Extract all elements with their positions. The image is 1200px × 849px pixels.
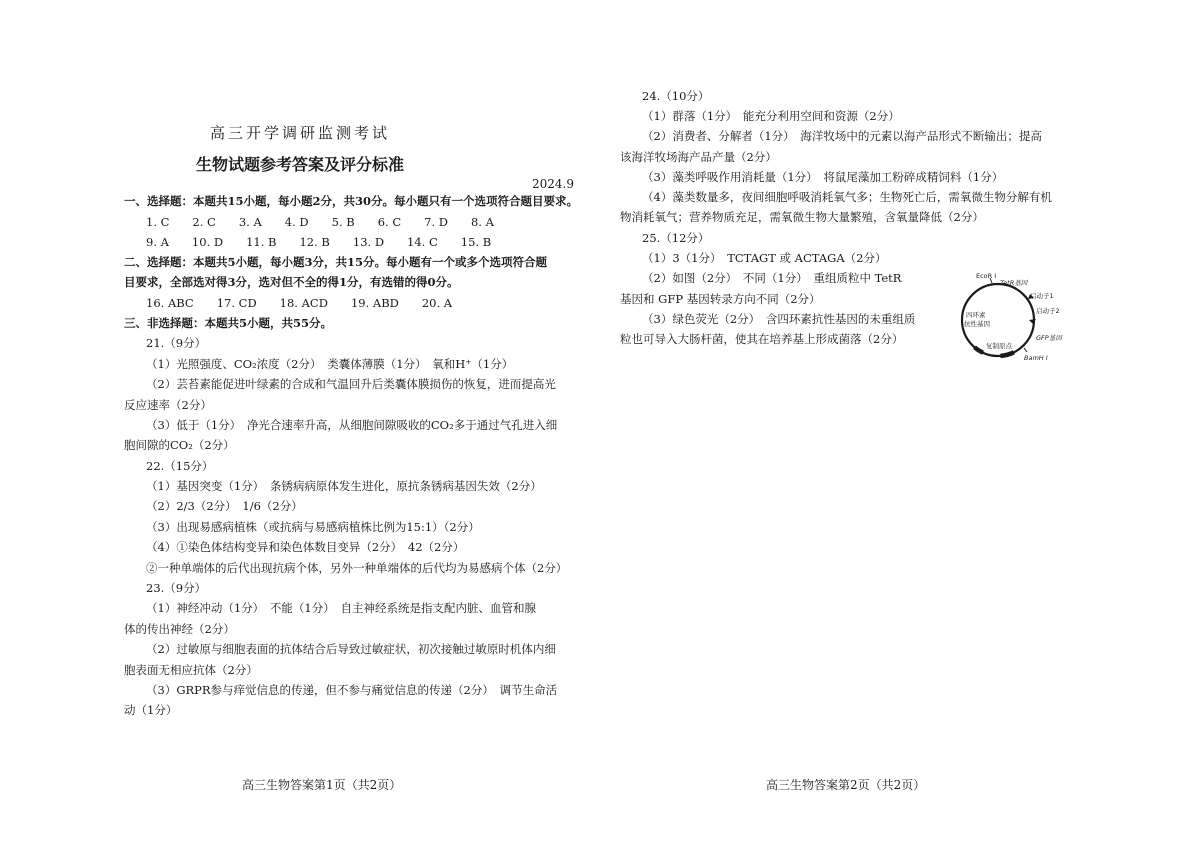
answer-line: 粒也可导入大肠杆菌，使其在培养基上形成菌落（2分） [620,332,904,346]
question-heading: 25.（12分） [642,231,710,245]
answer-line: （3）GRPR参与痒觉信息的传递，但不参与痛觉信息的传递（2分） 调节生命活 [146,683,558,697]
footer-left: 高三生物答案第1页（共2页） [242,778,402,792]
answer-line: （2）芸苔素能促进叶绿素的合成和气温回升后类囊体膜损伤的恢复，进而提高光 [146,377,556,391]
answer-line: （2）消费者、分解者（1分） 海洋牧场中的元素以海产品形式不断输出；提高 [642,129,1042,143]
answer-line: （3）低于（1分） 净光合速率升高，从细胞间隙吸收的CO₂多于通过气孔进入细 [146,418,558,432]
question-heading: 21.（9分） [146,336,207,350]
answer-line: （2）2/3（2分） 1/6（2分） [146,499,303,513]
answer-line: （1）基因突变（1分） 条锈病病原体发生进化，原抗条锈病基因失效（2分） [146,479,542,493]
answer-line: （2）过敏原与细胞表面的抗体结合后导致过敏症状，初次接触过敏原时机体内细 [146,642,556,656]
question-heading: 23.（9分） [146,581,207,595]
section-3-heading: 三、非选择题：本题共5小题，共55分。 [124,316,333,330]
exam-subtitle: 生物试题参考答案及评分标准 [195,155,404,174]
plasmid-label: 启动子1 [1030,292,1054,300]
right-page [600,0,1200,849]
plasmid-center-label: 抗性基因 [964,320,990,328]
answer-line: ②一种单端体的后代出现抗病个体，另外一种单端体的后代均为易感病个体（2分） [146,561,568,575]
plasmid-label: 启动子2 [1036,307,1060,315]
answer-line: 胞间隙的CO₂（2分） [124,438,235,452]
answer-line: （3）绿色荧光（2分） 含四环素抗性基因的未重组质 [642,312,916,326]
answer-row: 1. C 2. C 3. A 4. D 5. B 6. C 7. D 8. A [146,215,494,229]
answer-line: （2）如图（2分） 不同（1分） 重组质粒中 TetR [642,271,902,285]
plasmid-label: TetR基因 [1000,279,1028,287]
answer-line: 体的传出神经（2分） [124,622,235,636]
answer-line: （1）神经冲动（1分） 不能（1分） 自主神经系统是指支配内脏、血管和腺 [146,601,536,615]
answer-line: （1）3（1分） TCTAGT 或 ACTAGA（2分） [642,251,887,265]
answer-line: 反应速率（2分） [124,398,212,412]
answer-line: （3）出现易感病植株（或抗病与易感病植株比例为15:1）（2分） [146,520,480,534]
plasmid-diagram [954,268,1084,368]
answer-row: 16. ABC 17. CD 18. ACD 19. ABD 20. A [146,296,453,310]
plasmid-label: 复制原点 [986,342,1012,350]
answer-line: （3）藻类呼吸作用消耗量（1分） 将鼠尾藻加工粉碎成精饲料（1分） [642,170,1004,184]
answer-row: 9. A 10. D 11. B 12. B 13. D 14. C 15. B [146,235,492,249]
answer-line: （4）①染色体结构变异和染色体数目变异（2分） 42（2分） [146,540,465,554]
answer-line: （4）藻类数量多，夜间细胞呼吸消耗氧气多；生物死亡后，需氧微生物分解有机 [642,190,1052,204]
plasmid-center-label: 四环素 [966,311,986,319]
answer-line: 基因和 GFP 基因转录方向不同（2分） [620,292,821,306]
answer-line: 物消耗氧气；营养物质充足，需氧微生物大量繁殖，含氧量降低（2分） [620,210,984,224]
plasmid-label: BamH I [1024,354,1048,362]
footer-right: 高三生物答案第2页（共2页） [766,778,926,792]
section-1-heading: 一、选择题：本题共15小题，每小题2分，共30分。每小题只有一个选项符合题目要求。 [124,194,579,208]
exam-date: 2024.9 [532,177,574,191]
plasmid-label: EcoR I [976,272,997,280]
question-heading: 22.（15分） [146,459,214,473]
answer-line: 动（1分） [124,703,178,717]
section-2-heading: 二、选择题：本题共5小题，每小题3分，共15分。每小题有一个或多个选项符合题 [124,255,548,269]
answer-line: 该海洋牧场海产品产量（2分） [620,150,777,164]
exam-title: 高三开学调研监测考试 [209,124,390,142]
site-marker [1024,348,1027,352]
question-heading: 24.（10分） [642,89,710,103]
answer-line: 胞表面无相应抗体（2分） [124,663,258,677]
answer-line: （1）群落（1分） 能充分利用空间和资源（2分） [642,109,900,123]
plasmid-label: GFP基因 [1036,334,1062,342]
section-2-heading-cont: 目要求，全部选对得3分，选对但不全的得1分，有选错的得0分。 [124,275,459,289]
answer-line: （1）光照强度、CO₂浓度（2分） 类囊体薄膜（1分） 氧和H⁺（1分） [146,357,514,371]
